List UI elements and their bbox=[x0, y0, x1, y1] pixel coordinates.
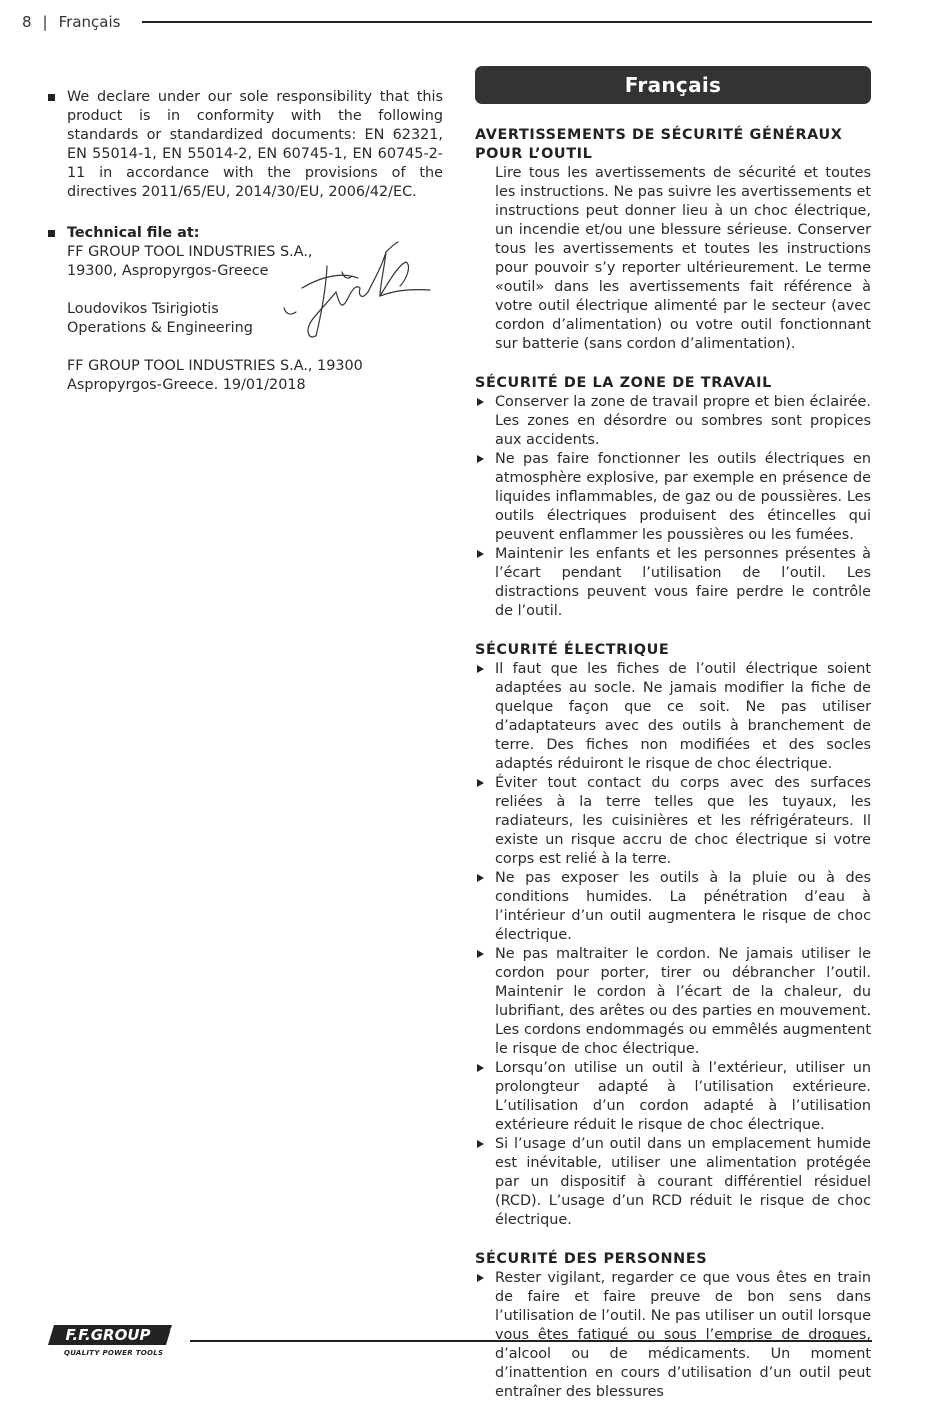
list-item bbox=[475, 660, 871, 774]
triangle-bullet-icon bbox=[477, 1064, 484, 1072]
list-item bbox=[475, 545, 871, 621]
declaration-item bbox=[48, 88, 443, 202]
list-item-text: Conserver la zone de travail propre et bien éclairée. Les zones en désordre ou sombres sont propices aux accidents. bbox=[495, 394, 871, 448]
triangle-bullet-icon bbox=[477, 398, 484, 406]
triangle-bullet-icon bbox=[477, 950, 484, 958]
triangle-bullet-icon bbox=[477, 550, 484, 558]
section-general-warnings bbox=[475, 126, 871, 354]
list-item-text: Ne pas maltraiter le cordon. Ne jamais utiliser le cordon pour porter, tirer ou débrancher l’outil. Maintenir le cordon à l’écart de la chaleur, du lubrifiant, des arêtes ou des parties en mouvement. Les cordons endommagés ou emmêlés augmentent le risque de choc électrique. bbox=[495, 946, 871, 1057]
section-title: SÉCURITÉ DE LA ZONE DE TRAVAIL bbox=[475, 375, 772, 391]
technical-file-title: Technical file at: bbox=[67, 225, 200, 241]
place-date-line2: Aspropyrgos-Greece. 19/01/2018 bbox=[67, 377, 306, 393]
footer-rule bbox=[190, 1340, 872, 1342]
list-item-text: Maintenir les enfants et les personnes présentes à l’écart pendant l’utilisation de l’outil. Les distractions peuvent vous faire perdre le contrôle de l’outil. bbox=[495, 546, 871, 619]
square-bullet-icon bbox=[48, 230, 55, 237]
triangle-bullet-icon bbox=[477, 1274, 484, 1282]
list-item-text: Ne pas faire fonctionner les outils électriques en atmosphère explosive, par exemple en présence de liquides inflammables, de gaz ou de poussières. Les outils électriques produisent des étincelles qui peuvent enflammer les poussières ou les fumées. bbox=[495, 451, 871, 543]
technical-file-line1: FF GROUP TOOL INDUSTRIES S.A., bbox=[67, 244, 313, 260]
header-rule bbox=[142, 21, 872, 23]
section-personal-safety bbox=[475, 1250, 871, 1402]
page-number: 8 bbox=[22, 13, 32, 31]
header-text bbox=[22, 13, 120, 31]
list-item bbox=[475, 1135, 871, 1230]
list-item-text: Ne pas exposer les outils à la pluie ou à des conditions humides. La pénétration d’eau à l’intérieur d’un outil augmentera le risque de choc électrique. bbox=[495, 870, 871, 943]
signature-image bbox=[282, 236, 432, 344]
section-electrical-safety bbox=[475, 641, 871, 1230]
ff-group-logo bbox=[48, 1323, 174, 1347]
section-title: SÉCURITÉ ÉLECTRIQUE bbox=[475, 642, 670, 658]
list-item-text: Rester vigilant, regarder ce que vous êtes en train de faire et faire preuve de bon sens dans l’utilisation de l’outil. Ne pas utiliser un outil lorsque vous êtes fatigué ou sous l’emprise de drogues, d’alcool ou de médicaments. Un moment d’inattention en cours d’utilisation d’un outil peut entraîner des blessures bbox=[495, 1270, 871, 1400]
list-item-text: Lorsqu’on utilise un outil à l’extérieur, utiliser un prolongteur adapté à l’utilisation extérieure. L’utilisation d’un cordon adapté à l’utilisation extérieure réduit le risque de choc électrique. bbox=[495, 1060, 871, 1133]
header-language: Français bbox=[58, 13, 121, 31]
list-item bbox=[475, 869, 871, 945]
header-separator: | bbox=[42, 13, 48, 31]
right-column bbox=[475, 66, 871, 1402]
section-work-area-safety bbox=[475, 374, 871, 621]
list-item bbox=[475, 1059, 871, 1135]
logo-text: F.F.GROUP bbox=[65, 1326, 151, 1344]
section-title: SÉCURITÉ DES PERSONNES bbox=[475, 1251, 708, 1267]
triangle-bullet-icon bbox=[477, 779, 484, 787]
language-banner: Français bbox=[475, 66, 871, 104]
logo-tagline: QUALITY POWER TOOLS bbox=[64, 1349, 164, 1357]
square-bullet-icon bbox=[48, 94, 55, 101]
list-item-text: Éviter tout contact du corps avec des surfaces reliées à la terre telles que les tuyaux, les radiateurs, les cuisinières et les réfrigérateurs. Il existe un risque accru de choc électrique si votre corps est relié à la terre. bbox=[495, 775, 871, 867]
section-title-line2: POUR L’OUTIL bbox=[475, 146, 593, 162]
logo-registered-mark: ® bbox=[169, 1327, 175, 1334]
list-item bbox=[475, 1269, 871, 1402]
section-text: Lire tous les avertissements de sécurité et toutes les instructions. Ne pas suivre les avertissements et instructions peut donner lieu à un choc électrique, un incendie et/ou une blessure sérieuse. Conserver tous les avertissements et toutes les instructions pour pouvoir s’y reporter ultérieurement. Le terme «outil» dans les avertissements fait référence à votre outil électrique alimenté par le secteur (avec cordon d’alimentation) ou votre outil fonctionnant sur batterie (sans cordon d’alimentation). bbox=[495, 165, 871, 352]
declaration-text: We declare under our sole responsibility that this product is in conformity with the following standards or standardized documents: EN 62321, EN 55014-1, EN 55014-2, EN 60745-1, EN 60745-2-11 in accordance with the provisions of the directives 2011/65/EU, 2014/30/EU, 2006/42/EC. bbox=[67, 89, 443, 200]
list-item bbox=[475, 450, 871, 545]
list-item bbox=[475, 945, 871, 1059]
triangle-bullet-icon bbox=[477, 874, 484, 882]
triangle-bullet-icon bbox=[477, 455, 484, 463]
triangle-bullet-icon bbox=[477, 1140, 484, 1148]
technical-file-line2: 19300, Aspropyrgos-Greece bbox=[67, 263, 269, 279]
signer-name: Loudovikos Tsirigiotis bbox=[67, 301, 219, 317]
triangle-bullet-icon bbox=[477, 665, 484, 673]
section-title-line1: AVERTISSEMENTS DE SÉCURITÉ GÉNÉRAUX bbox=[475, 127, 843, 143]
list-item-text: Il faut que les fiches de l’outil électrique soient adaptées au socle. Ne jamais modifier la fiche de quelque façon que ce soit. Ne pas utiliser d’adaptateurs avec des outils à branchement de terre. Des fiches non modifiées et des socles adaptés réduiront le risque de choc électrique. bbox=[495, 661, 871, 772]
list-item-text: Si l’usage d’un outil dans un emplacement humide est inévitable, utiliser une alimentation protégée par un dispositif à courant différentiel résiduel (RCD). L’usage d’un RCD réduit le risque de choc électrique. bbox=[495, 1136, 871, 1228]
signer-role: Operations & Engineering bbox=[67, 320, 253, 336]
list-item bbox=[475, 774, 871, 869]
section-title bbox=[475, 126, 871, 164]
place-date-line1: FF GROUP TOOL INDUSTRIES S.A., 19300 bbox=[67, 358, 363, 374]
list-item bbox=[475, 393, 871, 450]
